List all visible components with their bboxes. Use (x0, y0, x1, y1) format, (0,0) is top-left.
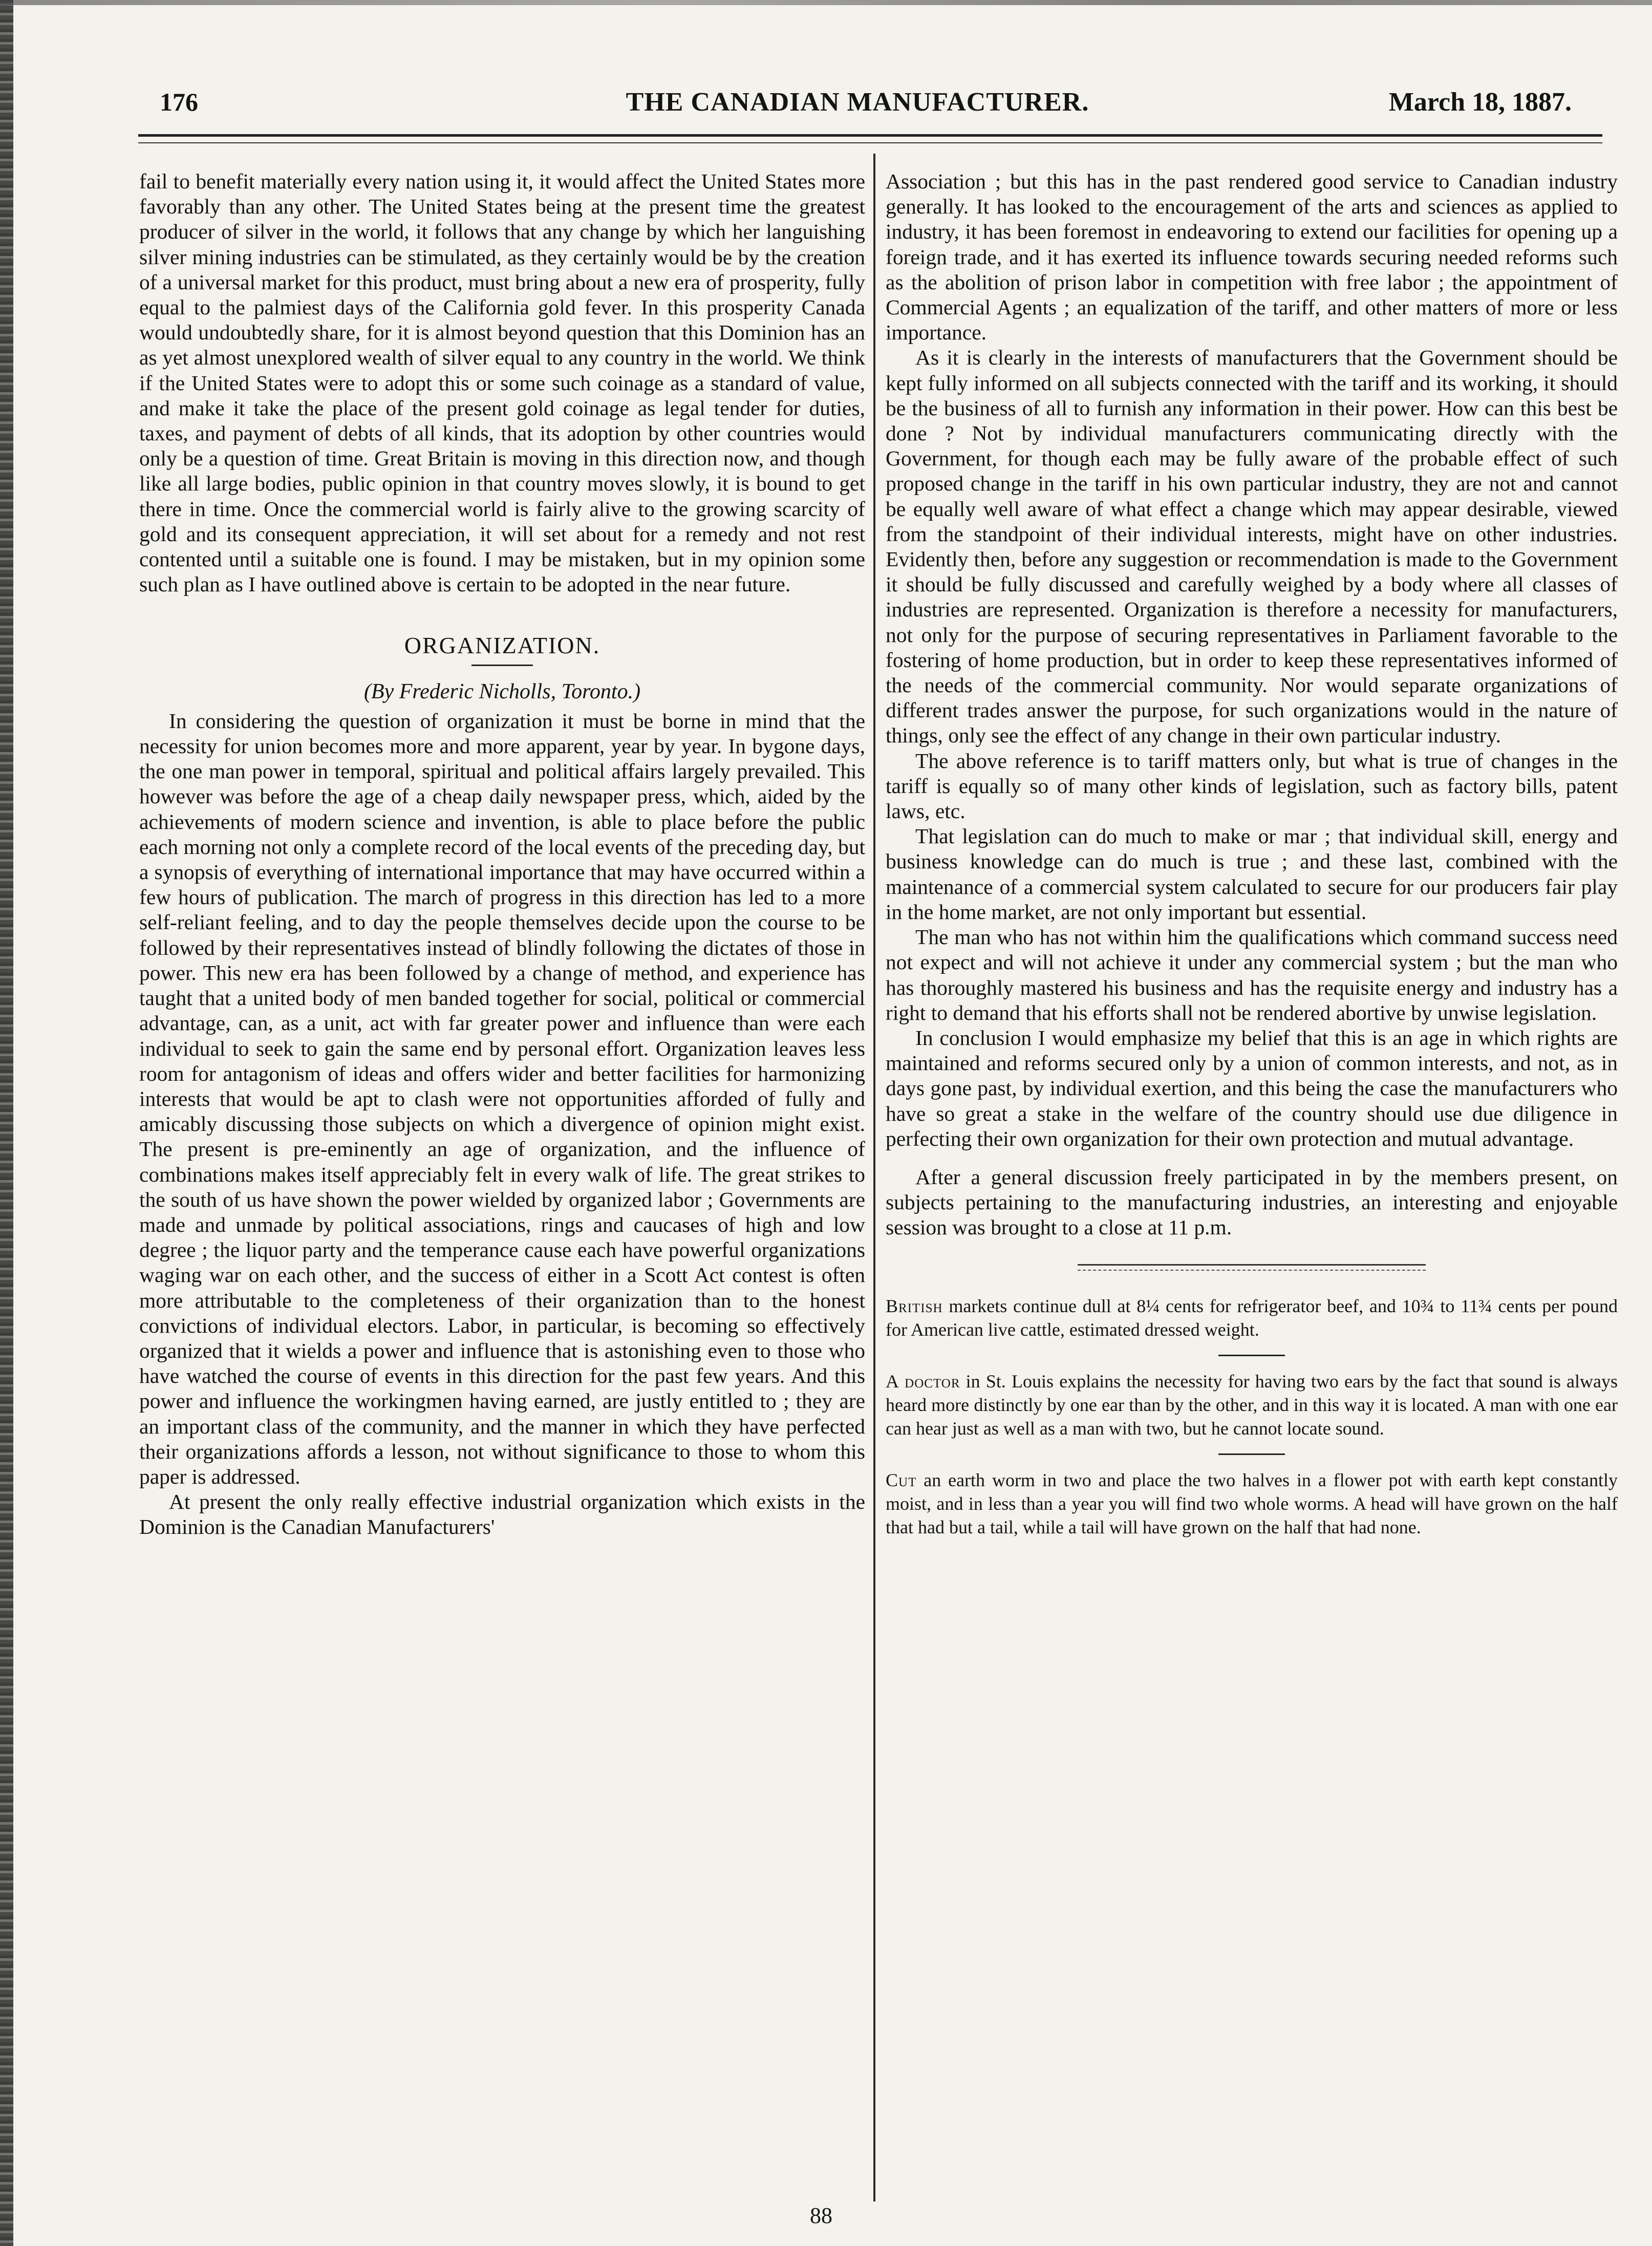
note-divider (1218, 1355, 1285, 1356)
article-paragraph: In considering the question of organization it must be borne in mind that the necessity for union becomes more and more apparent, year by year. In bygone days, the one man power in temporal, spiritual and political affairs largely prevailed. This however was before the age of a cheap daily newspaper press, which, aided by the achievements of modern science and invention, is able to place before the public each morning not only a complete record of the local events of the preceding day, but a synopsis of everything of international importance that may have occurred within a few hours of publication. The march of progress in this direction has led to a more self-reliant feeling, and to day the people themselves decide upon the course to be followed by their representatives instead of blindly following the dictates of those in power. This new era has been followed by a change of method, and experience has taught that a united body of men banded together for social, political or commercial advantage, can, as a unit, act with far greater power and influence than were each individual to seek to gain the same end by personal effort. Organization leaves less room for antagonism of ideas and offers wider and better facilities for harmonizing interests that would be apt to clash were not opportunities afforded of fully and amicably discussing those subjects on which a divergence of opinion might exist. The present is pre-eminently an age of organization, and the influence of combinations makes itself appreciably felt in every walk of life. The great strikes to the south of us have shown the power wielded by organized labor ; Governments are made and unmade by political associations, rings and caucases of high and low degree ; the liquor party and the temperance cause each have powerful organizations waging war on each other, and the success of either in a Scott Act contest is often more attributable to the completeness of their organization than to the honest convictions of individual electors. Labor, in particular, is becoming so effectively organized that it wields a power and influence that is astonishing even to those who have watched the course of events in this direction for the past few years. And this power and influence the workingmen having earned, are justly entitled to ; they are an important class of the community, and the manner in which they have perfected their organizations affords a lesson, not without significance to those to whom this paper is addressed. (139, 709, 865, 1488)
article-paragraph: As it is clearly in the interests of manufacturers that the Government should be kept fully informed on all subjects connected with the tariff and its working, it should be the business of all to furnish any information in their power. How can this best be done ? Not by individual manufacturers communicating directly with the Government, for though each may be fully aware of the probable effect of such proposed change in the tariff in his own particular industry, they are not and cannot be equally well aware of what effect a change which may appear desirable, viewed from the standpoint of their individual interests, might have on other industries. Evidently then, before any suggestion or recommendation is made to the Government it should be fully discussed and carefully weighed by a body where all classes of industries are represented. Organization is therefore a necessity for manufacturers, not only for the purpose of securing representatives in Parliament favorable to the fostering of home production, but in order to keep these representatives informed of the needs of the commercial community. Nor would separate organizations of different trades answer the purpose, for such organizations would in the nature of things, only see the effect of any change in their own particular industry. (886, 346, 1618, 747)
article-paragraph: In conclusion I would emphasize my belief that this is an age in which rights are maintained and reforms secured only by a union of common interests, and not, as in days gone past, by individual exertion, and this being the case the manufacturers who have so great a stake in the welfare of the country should use due diligence in perfecting their own organization for their own protection and mutual advantage. (886, 1025, 1618, 1150)
note-body: in St. Louis explains the necessity for having two ears by the fact that sound is always heard more distinctly by one ear than by the other, and in this way it is located. A man with one ear can hear just as well as a man with two, but he cannot locate sound. (886, 1371, 1618, 1439)
heading-rule (471, 665, 533, 666)
article-paragraph: Association ; but this has in the past rendered good service to Canadian industry generally. It has looked to the encouragement of the arts and sciences as applied to industry, it has been foremost in endeavoring to extend our facilities for opening up a foreign trade, and it has exerted its influence towards securing needed reforms such as the abolition of prison labor in competition with free labor ; the appointment of Commercial Agents ; an equalization of the tariff, and other matters of more or less importance. (886, 169, 1618, 345)
sheet-number: 88 (810, 2203, 832, 2228)
article-paragraph: At present the only really effective industrial organization which exists in the Dominion is the Canadian Manufacturers' (139, 1490, 865, 1539)
page-header (138, 87, 1577, 128)
continued-paragraph: fail to benefit materially every nation using it, it would affect the United States more favorably than any other. The United States being at the present time the greatest producer of silver in the world, it follows that any change by which her languishing silver mining industries can be stimulated, as they certainly would be by the creation of a universal market for this product, must bring about a new era of prosperity, fully equal to the palmiest days of the California gold fever. In this prosperity Canada would undoubtedly share, for it is almost beyond question that this Dominion has an as yet almost unexplored wealth of silver equal to any country in the world. We think if the United States were to adopt this or some such coinage as a standard of value, and make it take the place of the present gold coinage as legal tender for duties, taxes, and payment of debts of all kinds, that its adoption by other countries would only be a question of time. Great Britain is moving in this direction now, and though like all large bodies, public opinion in that country moves slowly, it is bound to get there in time. Once the commercial world is fairly alive to the growing scarcity of gold and its consequent appreciation, it will set about for a remedy and not rest contented until a suitable one is found. I may be mistaken, but in my opinion some such plan as I have outlined above is certain to be adopted in the near future. (139, 169, 865, 596)
left-column (139, 169, 865, 1540)
article-paragraph: The above reference is to tariff matters only, but what is true of changes in the tariff is equally so of many other kinds of legislation, such as factory bills, patent laws, etc. (886, 748, 1618, 823)
header-rule-thick (138, 134, 1602, 137)
issue-date: March 18, 1887. (1388, 88, 1572, 117)
article-heading: ORGANIZATION. (404, 632, 600, 659)
article-paragraph: That legislation can do much to make or mar ; that individual skill, energy and business knowledge can do much is true ; and these last, combined with the maintenance of a commercial system calculated to secure for our producers fair play in the home market, are not only important but essential. (886, 824, 1618, 924)
right-column (886, 169, 1618, 1539)
note-divider (1218, 1453, 1285, 1455)
closing-paragraph: After a general discussion freely participated in by the members present, on subjects pertaining to the manufacturing industries, an interesting and enjoyable session was brought to a close at 11 p.m. (886, 1165, 1618, 1239)
article-byline: (By Frederic Nicholls, Toronto.) (363, 679, 641, 703)
column-separator (873, 154, 875, 2201)
note-lead: British (886, 1295, 943, 1316)
scan-top-edge (0, 0, 1652, 5)
news-note (886, 1370, 1618, 1440)
header-rule-thin (138, 142, 1602, 143)
scan-binding-edge (0, 0, 13, 2246)
note-lead: Cut (886, 1469, 917, 1490)
news-note (886, 1294, 1618, 1341)
article-paragraph: The man who has not within him the qualifications which command success need not expect and will not achieve it under any commercial system ; but the man who has thoroughly mastered his business and has the requisite energy and industry has a right to demand that his efforts shall not be rendered abortive by unwise legislation. (886, 925, 1618, 1024)
note-lead: A doctor (886, 1371, 960, 1392)
news-note (886, 1468, 1618, 1539)
section-divider (1078, 1264, 1426, 1271)
note-body: an earth worm in two and place the two halves in a flower pot with earth kept constantly moist, and in less than a year you will find two whole worms. A head will have grown on the half that had but a tail, while a tail will have grown on the half that had none. (886, 1469, 1618, 1537)
note-body: markets continue dull at 8¼ cents for refrigerator beef, and 10¾ to 11¾ cents per pound for American live cattle, estimated dressed weight. (886, 1295, 1618, 1340)
journal-title: THE CANADIAN MANUFACTURER. (626, 88, 1089, 117)
page-number: 176 (160, 88, 198, 116)
